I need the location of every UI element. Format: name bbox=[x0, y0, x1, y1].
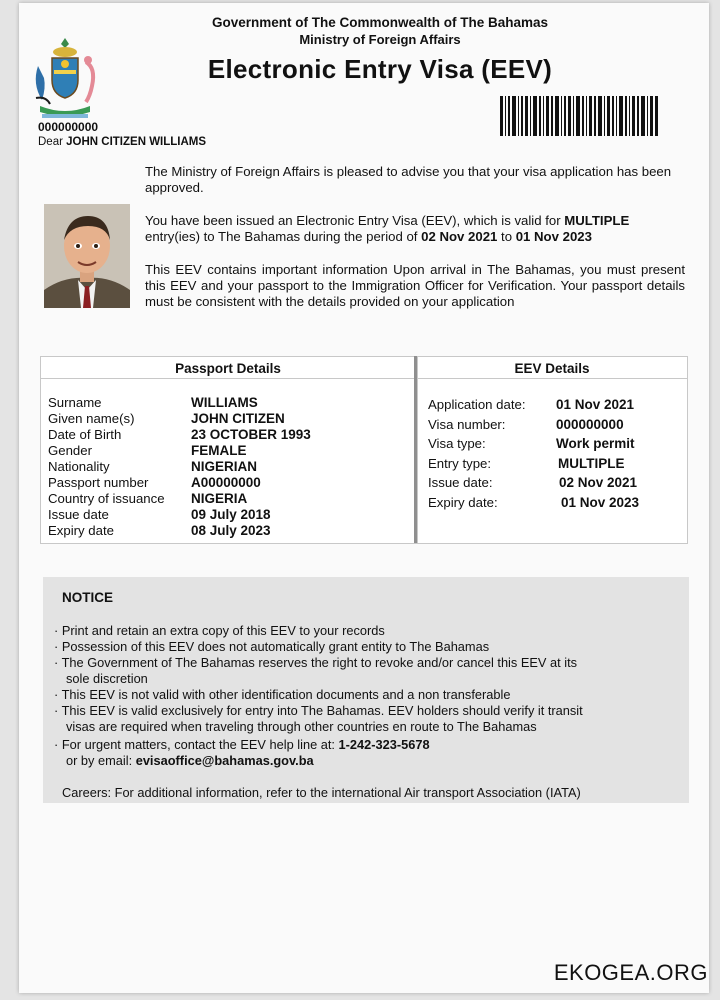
passport-row-country: Country of issuance NIGERIA bbox=[48, 491, 248, 506]
document-title: Electronic Entry Visa (EEV) bbox=[207, 54, 553, 84]
notice-item: · Print and retain an extra copy of this EEV to your records bbox=[54, 623, 385, 638]
notice-title: NOTICE bbox=[62, 590, 114, 605]
eev-row-entry-type: Entry type: MULTIPLE bbox=[428, 455, 625, 471]
validity-text: You have been issued an Electronic Entry Visa (EEV), which is valid for bbox=[145, 213, 565, 228]
government-heading: Government of The Commonwealth of The Bahamas bbox=[211, 15, 549, 30]
notice-item-helpline: · For urgent matters, contact the EEV help line at: 1-242-323-5678 bbox=[54, 737, 430, 752]
validity-end-date: 01 Nov 2023 bbox=[515, 229, 592, 244]
helpline-number[interactable]: 1-242-323-5678 bbox=[338, 737, 430, 752]
validity-start-date: 02 Nov 2021 bbox=[421, 229, 498, 244]
passport-row-nationality: Nationality NIGERIAN bbox=[48, 459, 258, 474]
passport-row-dob: Date of Birth 23 OCTOBER 1993 bbox=[48, 427, 311, 442]
notice-item: · This EEV is not valid with other identification documents and a non transferable bbox=[54, 687, 511, 702]
notice-item: · This EEV is valid exclusively for entry into The Bahamas. EEV holders should verify it transit bbox=[54, 703, 583, 718]
passport-row-given-names: Given name(s) JOHN CITIZEN bbox=[48, 411, 285, 426]
validity-entry-type: MULTIPLE bbox=[564, 213, 630, 228]
passport-row-number: Passport number A00000000 bbox=[48, 475, 261, 490]
reference-number: 000000000 bbox=[38, 120, 99, 134]
passport-divider bbox=[40, 378, 416, 379]
watermark-text: EKOGEA.ORG bbox=[553, 960, 708, 985]
eev-row-expiry-date: Expiry date: 01 Nov 2023 bbox=[428, 494, 640, 510]
passport-details-heading: Passport Details bbox=[175, 361, 281, 376]
arrival-paragraph: This EEV contains important information Upon arrival in The Bahamas, you must present this EEV and your passport to the Immigration Officer for Verification. Your passport details must be consistent with the details provided on your application bbox=[145, 262, 685, 309]
eev-row-visa-type: Visa type: Work permit bbox=[428, 436, 635, 452]
passport-row-surname: Surname WILLIAMS bbox=[48, 395, 258, 410]
ministry-heading: Ministry of Foreign Affairs bbox=[299, 32, 461, 47]
barcode-icon bbox=[500, 96, 658, 136]
eev-divider bbox=[417, 378, 687, 379]
eev-row-application-date: Application date: 01 Nov 2021 bbox=[428, 397, 635, 412]
passport-row-gender: Gender FEMALE bbox=[48, 443, 247, 458]
notice-item-continued: sole discretion bbox=[66, 671, 148, 686]
passport-row-issue-date: Issue date 09 July 2018 bbox=[48, 507, 271, 522]
notice-item-continued: visas are required when traveling through other countries en route to The Bahamas bbox=[66, 719, 537, 734]
greeting bbox=[38, 136, 206, 148]
notice-item: · Possession of this EEV does not automatically grant entity to The Bahamas bbox=[54, 639, 490, 654]
approval-paragraph: The Ministry of Foreign Affairs is pleased to advise you that your visa application has been approved. bbox=[145, 164, 672, 195]
eev-details-heading: EEV Details bbox=[514, 361, 590, 376]
validity-text-mid: entry(ies) to The Bahamas during the period of bbox=[145, 229, 422, 244]
passport-rows bbox=[48, 395, 408, 539]
eev-row-visa-number: Visa number: 000000000 bbox=[428, 416, 624, 432]
help-email[interactable]: evisaoffice@bahamas.gov.ba bbox=[135, 753, 314, 768]
applicant-name: JOHN CITIZEN WILLIAMS bbox=[66, 136, 207, 148]
eev-rows bbox=[428, 395, 678, 513]
greeting-prefix: Dear bbox=[38, 136, 63, 148]
watermark bbox=[554, 960, 708, 986]
applicant-photo bbox=[44, 204, 130, 308]
validity-to: to bbox=[497, 229, 516, 244]
validity-paragraph bbox=[145, 213, 685, 245]
notice-item-email: or by email: evisaoffice@bahamas.gov.ba bbox=[66, 753, 314, 768]
careers-note: Careers: For additional information, refer to the international Air transport Association (IATA) bbox=[62, 785, 581, 800]
notice-item: · The Government of The Bahamas reserves the right to revoke and/or cancel this EEV at its bbox=[54, 655, 578, 670]
eev-row-issue-date: Issue date: 02 Nov 2021 bbox=[428, 475, 638, 491]
passport-row-expiry-date: Expiry date 08 July 2023 bbox=[48, 523, 271, 538]
